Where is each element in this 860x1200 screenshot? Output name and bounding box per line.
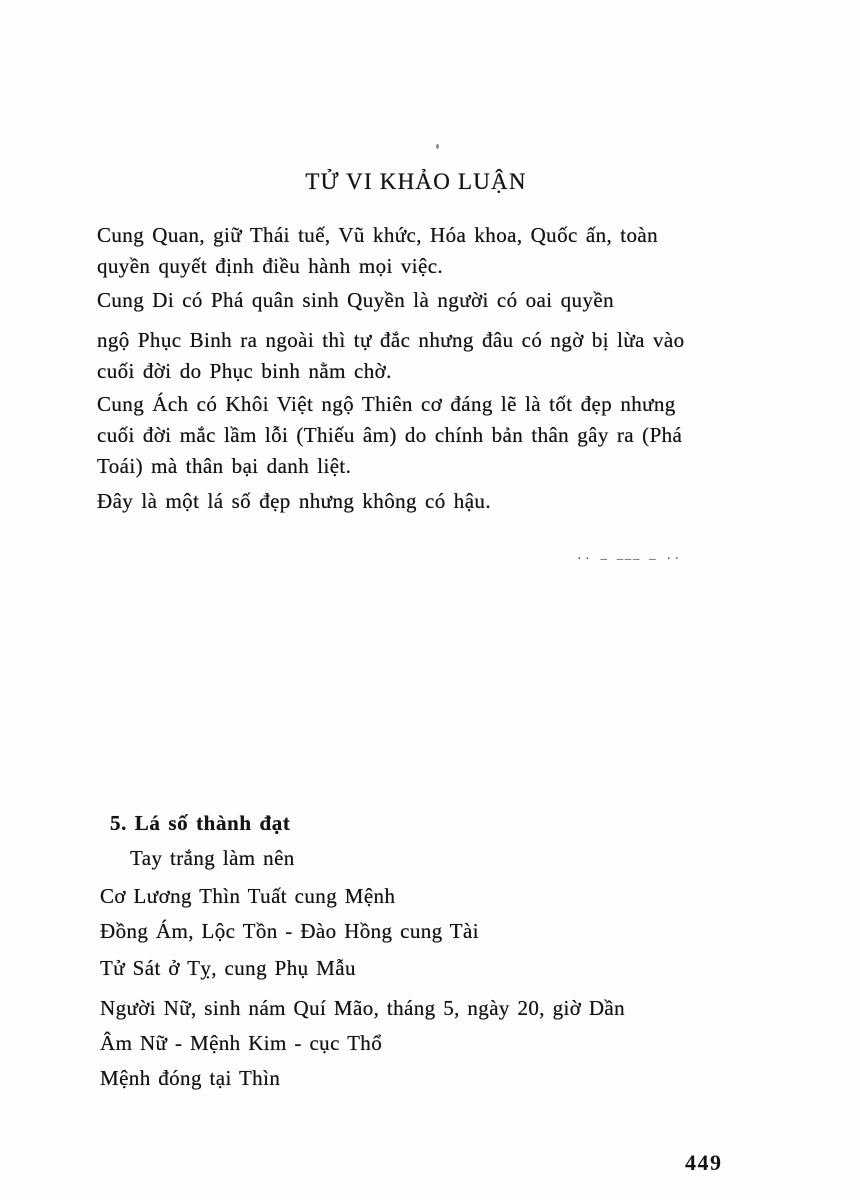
body-text [97,220,685,517]
section-line: Âm Nữ - Mệnh Kim - cục Thổ [100,1031,383,1055]
section-line: Đồng Ám, Lộc Tồn - Đào Hồng cung Tài [100,919,479,943]
section-line: Người Nữ, sinh nám Quí Mão, tháng 5, ngày 20, giờ Dần [100,996,626,1020]
paragraph-3-line-3: Toái) mà thân bại danh liệt. [97,454,352,478]
paragraph-1-line-1: Cung Quan, giữ Thái tuế, Vũ khức, Hóa khoa, Quốc ấn, toàn [97,223,659,247]
paragraph-3-line-2: cuối đời mắc lầm lỗi (Thiếu âm) do chính bản thân gây ra (Phá [97,423,683,447]
page-number: 449 [685,1150,723,1175]
paragraph-4-line-1: Đây là một lá số đẹp nhưng không có hậu. [97,489,491,513]
paragraph-3-line-1: Cung Ách có Khôi Việt ngộ Thiên cơ đáng lẽ là tốt đẹp nhưng [97,392,676,416]
section-line: Cơ Lương Thìn Tuất cung Mệnh [100,884,396,908]
paragraph-2-line-3: cuối đời do Phục binh nằm chờ. [97,359,392,383]
section-line: Mệnh đóng tại Thìn [100,1066,281,1090]
page-title: TỬ VI KHẢO LUẬN [305,169,527,194]
scan-speck [436,144,439,149]
section-line: Tay trắng làm nên [130,846,295,870]
paragraph-1-line-2: quyền quyết định điều hành mọi việc. [97,254,444,278]
paragraph-2-line-2: ngộ Phục Binh ra ngoài thì tự đắc nhưng đâu có ngờ bị lừa vào [97,328,685,352]
section-la-so-thanh-dat [100,812,625,1090]
scan-dash-artifact: ·· – ——— – ·· [576,552,682,565]
section-line: Tử Sát ở Tỵ, cung Phụ Mẫu [100,956,356,980]
section-heading: 5. Lá số thành đạt [110,811,291,835]
paragraph-2-line-1: Cung Di có Phá quân sinh Quyền là người có oai quyền [97,288,614,312]
